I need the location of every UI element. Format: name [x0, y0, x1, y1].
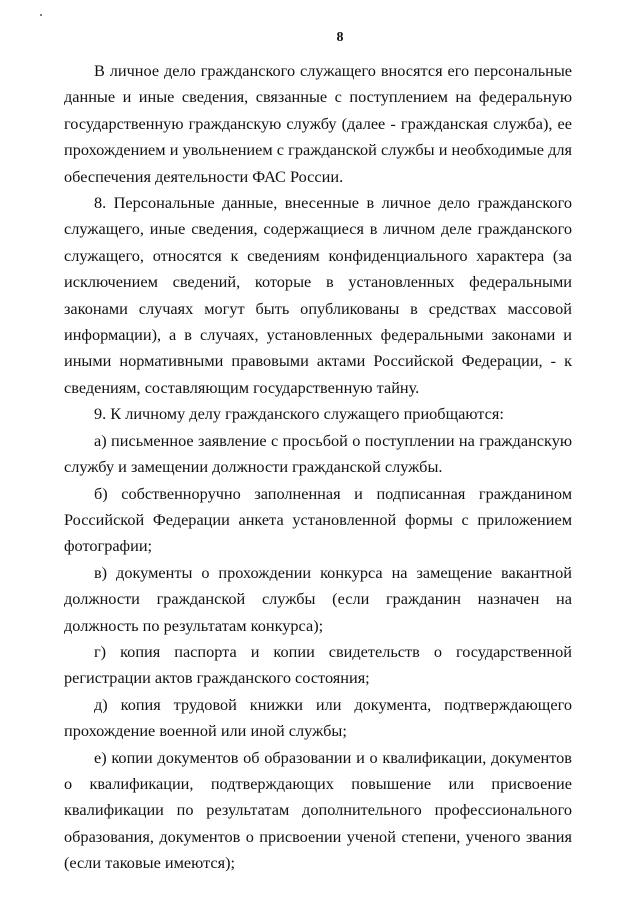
paragraph-item-9b: б) собственноручно заполненная и подписанная гражданином Российской Федерации анкета установленной формы с приложением фотографии; [64, 483, 572, 556]
page-number: 8 [336, 30, 344, 45]
paragraph-item-9v: в) документы о прохождении конкурса на замещение вакантной должности гражданской службы (если гражданин назначен на должность по результатам конкурса); [64, 562, 572, 635]
document-body [64, 58, 572, 877]
paragraph-personal-file-contents: В личное дело гражданского служащего вносятся его персональные данные и иные сведения, связанные с поступлением на федеральную государственную гражданскую службу (далее - гражданская служба), ее прохождением и увольнением с гражданской службы и необходимые для обеспечения деятельности ФАС России. [64, 61, 572, 186]
paragraph-item-8: 8. Персональные данные, внесенные в личное дело гражданского служащего, иные сведения, содержащиеся в личном деле гражданского служащего, относятся к сведениям конфиденциального характера (за исключением сведений, которые в установленных федеральными законами случаях могут быть опубликованы в средствах массовой информации), а в случаях, установленных федеральными законами и иными нормативными правовыми актами Российской Федерации, - к сведениям, составляющим государственную тайну. [64, 193, 572, 397]
paragraph-item-9g: г) копия паспорта и копии свидетельств о государственной регистрации актов гражданского состояния; [64, 641, 572, 688]
scan-speck [40, 14, 42, 16]
paragraph-item-9a: а) письменное заявление с просьбой о поступлении на гражданскую службу и замещении должности гражданской службы. [64, 430, 572, 477]
paragraph-item-9d: д) копия трудовой книжки или документа, подтверждающего прохождение военной или иной службы; [64, 694, 572, 741]
paragraph-item-9e: е) копии документов об образовании и о квалификации, документов о квалификации, подтверждающих повышение или присвоение квалификации по результатам дополнительного профессионального образования, документов о присвоении ученой степени, ученого звания (если таковые имеются); [64, 747, 572, 873]
paragraph-item-9: 9. К личному делу гражданского служащего приобщаются: [94, 404, 504, 424]
